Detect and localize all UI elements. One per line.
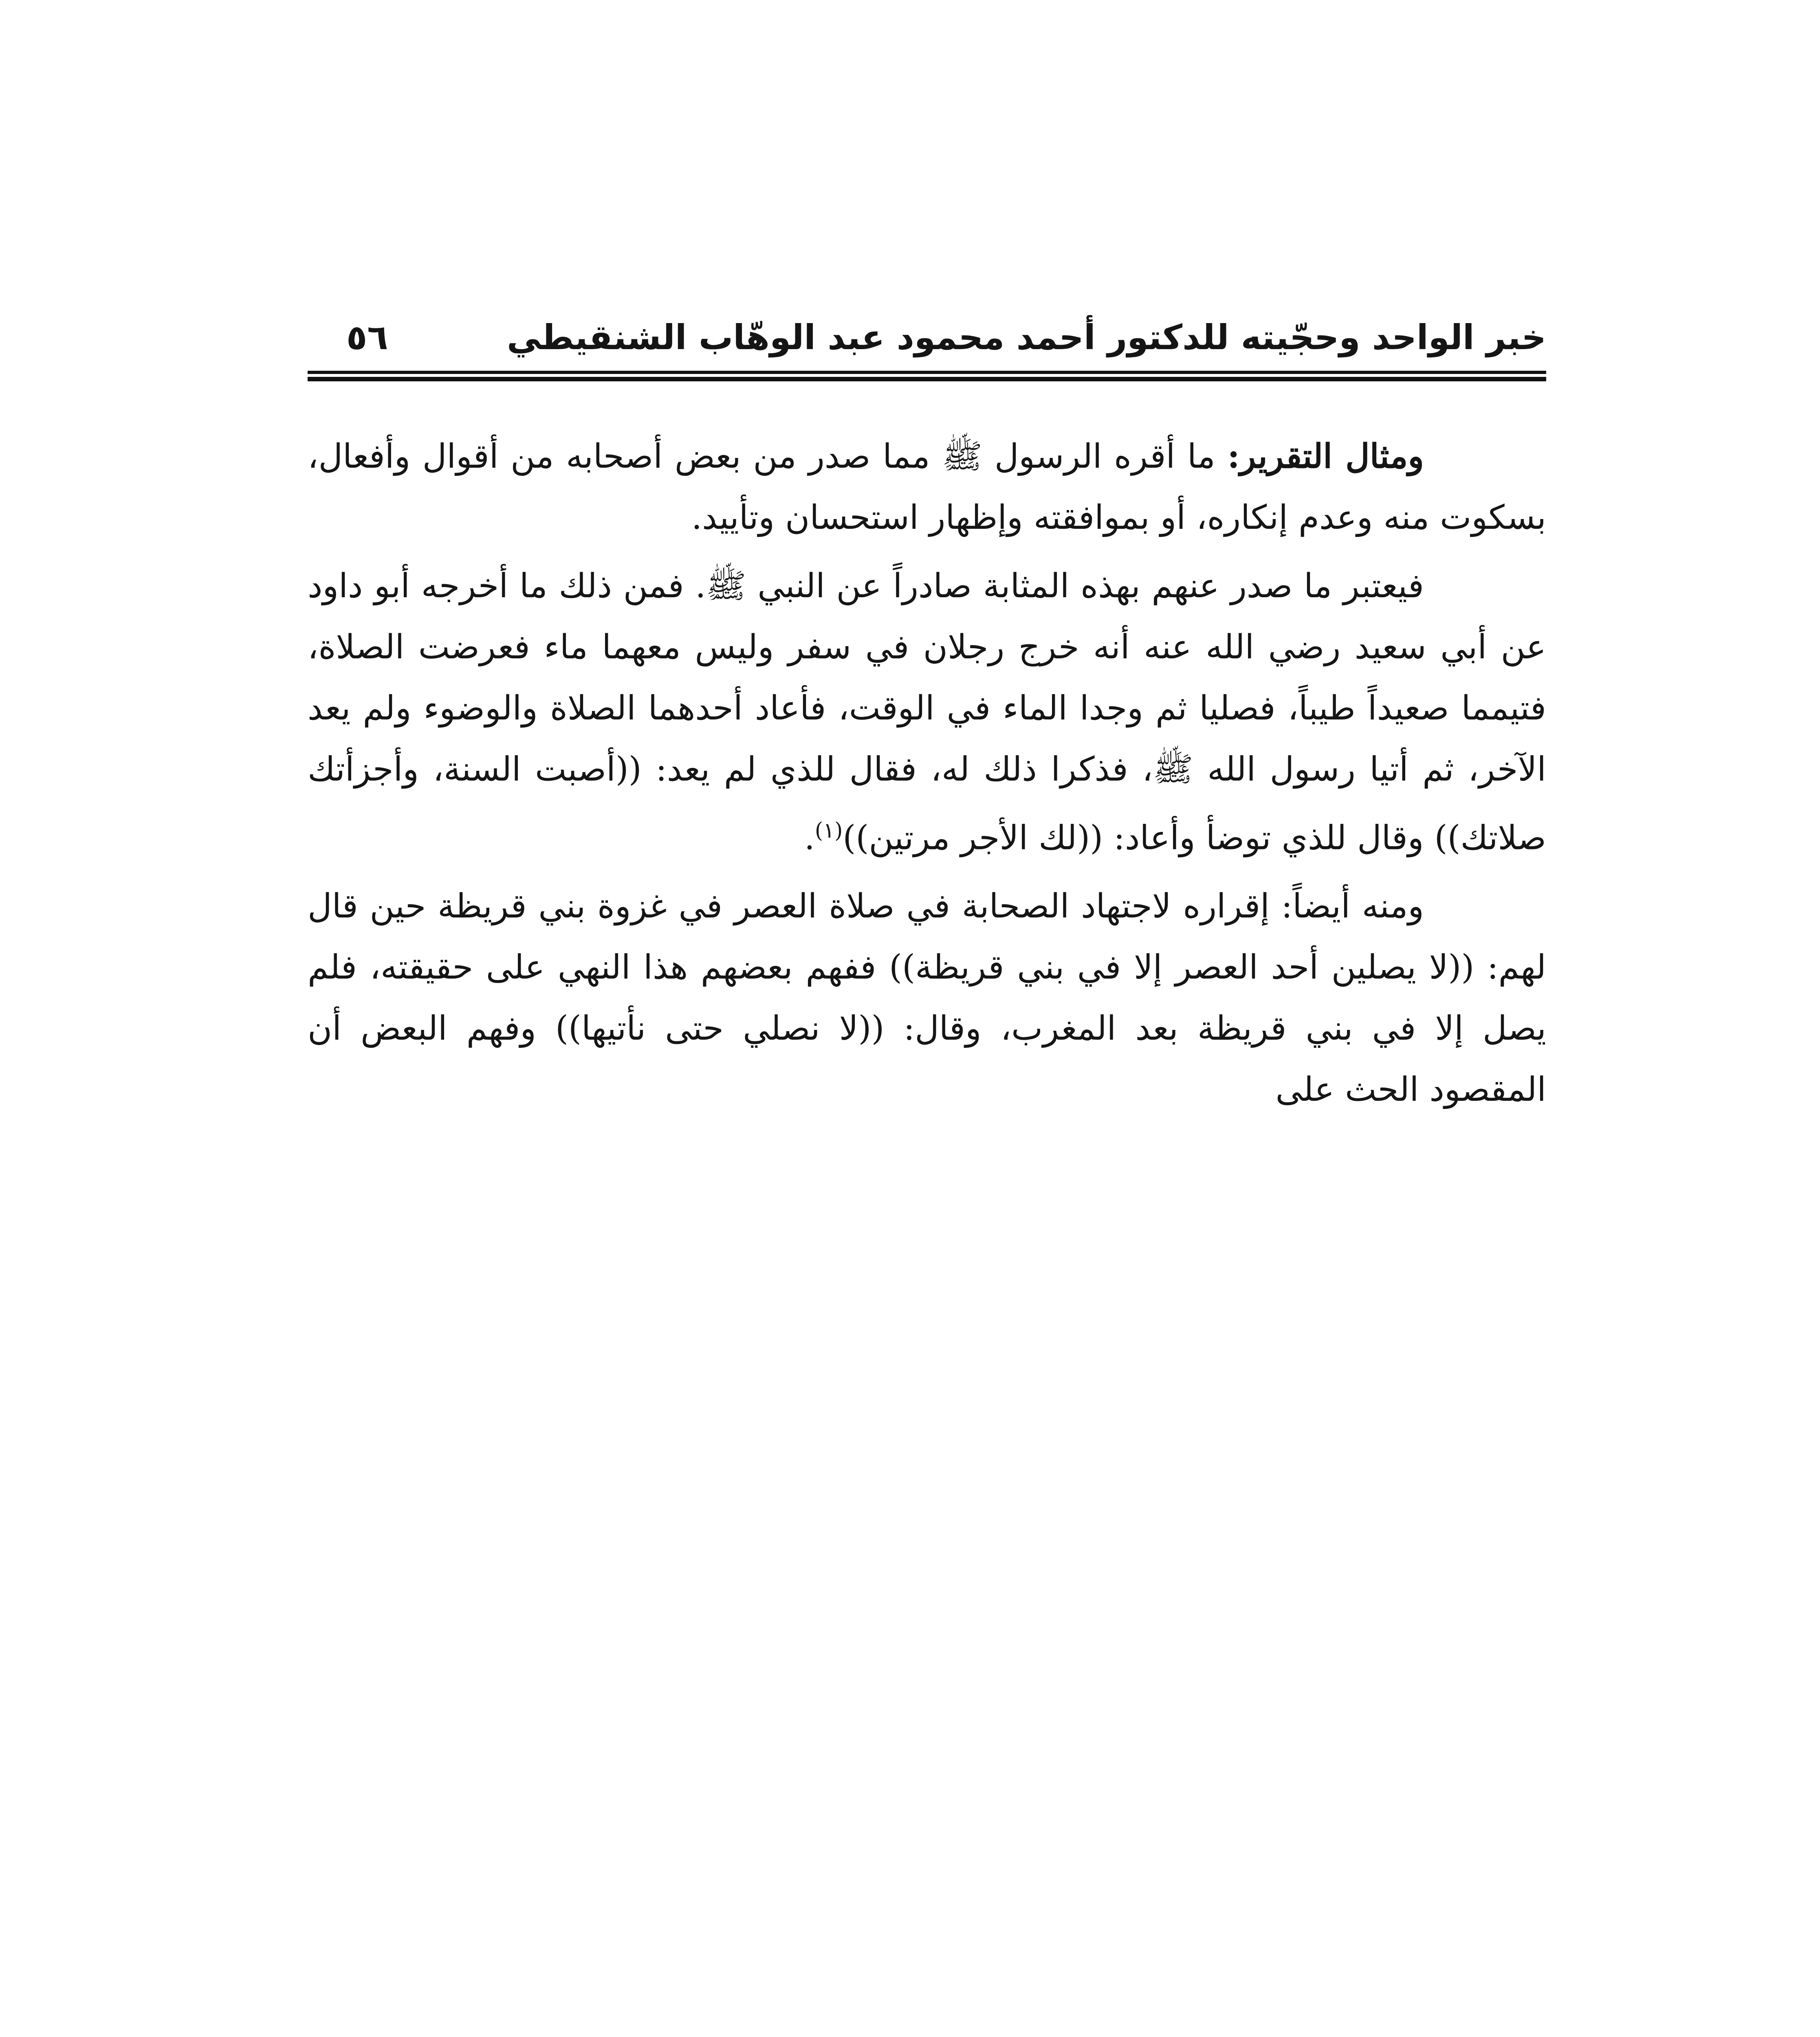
paragraph-taqrir-example (308, 426, 1546, 548)
page-body (308, 426, 1546, 1120)
page-header (308, 310, 1546, 367)
footnote-marker: (١) (814, 818, 843, 843)
paragraph-label: ومثال التقرير: (1227, 437, 1424, 476)
page-number: ٥٦ (346, 317, 388, 357)
header-divider-bottom-line (308, 377, 1546, 381)
book-title: خبر الواحد وحجّيته للدكتور أحمد محمود عبد الوهّاب الشنقيطي (506, 317, 1546, 357)
header-divider-top-line (308, 371, 1546, 374)
paragraph-text: ومنه أيضاً: إقراره لاجتهاد الصحابة في صلاة العصر في غزوة بني قريظة حين قال لهم: ((لا يصلين أحد العصر إلا في بني قريظة)) ففهم بعضهم هذا النهي على حقيقته، فلم يصل إلا في بني قريظة بعد المغرب، وقال: ((لا نصلي حتى نأتيها)) وفهم البعض أن المقصود الحث على (308, 887, 1546, 1109)
paragraph-text: فيعتبر ما صدر عنهم بهذه المثابة صادراً عن النبي ﷺ. فمن ذلك ما أخرجه أبو داود عن أبي سعيد رضي الله عنه أنه خرج رجلان في سفر وليس معهما ماء فعرضت الصلاة، فتيمما صعيداً طيباً، فصليا ثم وجدا الماء في الوقت، فأعاد أحدهما الصلاة والوضوء ولم يعد الآخر، ثم أتيا رسول الله ﷺ، فذكرا ذلك له، فقال للذي لم يعد: ((أصبت السنة، وأجزأتك صلاتك)) وقال للذي توضأ وأعاد: ((لك الأجر مرتين)) (308, 567, 1546, 858)
paragraph-hadith-example: فيعتبر ما صدر عنهم بهذه المثابة صادراً عن النبي ﷺ. فمن ذلك ما أخرجه أبو داود عن أبي سعيد رضي الله عنه أنه خرج رجلان في سفر وليس معهما ماء فعرضت الصلاة، فتيمما صعيداً طيباً، فصليا ثم وجدا الماء في الوقت، فأعاد أحدهما الصلاة والوضوء ولم يعد الآخر، ثم أتيا رسول الله ﷺ، فذكرا ذلك له، فقال للذي لم يعد: ((أصبت السنة، وأجزأتك صلاتك)) وقال للذي توضأ وأعاد: ((لك الأجر مرتين))$^{(١)}$. (308, 567, 1546, 858)
paragraph-text: ما أقره الرسول ﷺ مما صدر من بعض أصحابه من أقوال وأفعال، بسكوت منه وعدم إنكاره، أو بموافقته وإظهار استحسان وتأييد. (308, 437, 1546, 537)
paragraph-bani-qurayza-example (308, 876, 1546, 1120)
header-divider (308, 371, 1546, 383)
